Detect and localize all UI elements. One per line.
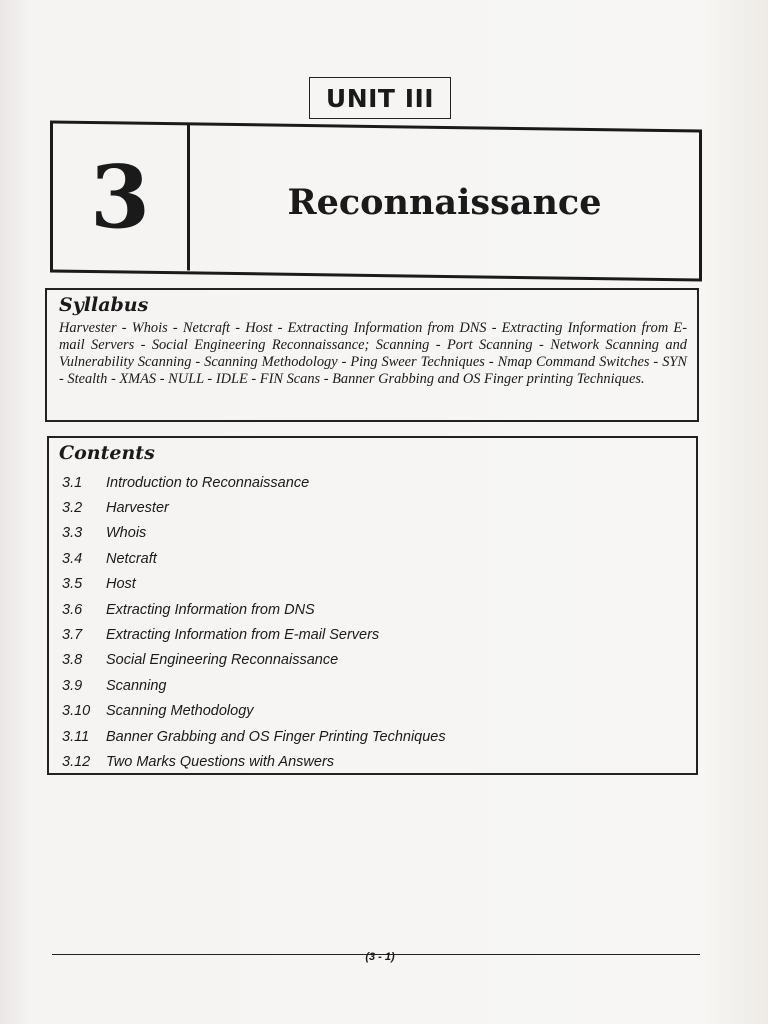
toc-item-number: 3.11 [62, 728, 90, 745]
toc-item-title: Host [106, 576, 136, 593]
toc-item-title: Extracting Information from E-mail Servers [106, 627, 380, 644]
toc-item-number: 3.9 [62, 677, 83, 694]
page-number: (3 - 1) [365, 951, 395, 963]
toc-item-number: 3.3 [62, 525, 83, 542]
chapter-title: Reconnaissance [287, 181, 602, 223]
toc-item [59, 597, 686, 622]
toc-item-title: Scanning Methodology [106, 703, 254, 720]
toc-item-title: Extracting Information from DNS [106, 601, 315, 618]
chapter-number: 3 [53, 124, 190, 270]
toc-item-number: 3.12 [62, 753, 91, 770]
syllabus-section [45, 288, 699, 422]
toc-item-title: Harvester [106, 500, 169, 517]
toc-item [59, 648, 686, 673]
toc-item [59, 572, 686, 597]
toc-item [59, 546, 686, 571]
chapter-header [50, 120, 702, 281]
toc-item-title: Scanning [106, 677, 167, 694]
contents-list [59, 470, 686, 775]
toc-item [59, 673, 686, 698]
toc-item-number: 3.1 [62, 474, 83, 491]
toc-item-number: 3.6 [62, 601, 83, 618]
toc-item [59, 699, 686, 724]
toc-item [59, 495, 686, 520]
toc-item-number: 3.2 [62, 500, 83, 517]
toc-item-number: 3.4 [62, 550, 83, 567]
toc-item-title: Whois [106, 525, 147, 542]
syllabus-heading: Syllabus [59, 294, 149, 316]
toc-item-title: Social Engineering Reconnaissance [106, 652, 339, 669]
contents-section [47, 436, 698, 775]
toc-item [59, 521, 686, 546]
toc-item [59, 749, 686, 774]
toc-item-number: 3.7 [62, 627, 83, 644]
toc-item-number: 3.5 [62, 576, 83, 593]
toc-item [59, 724, 686, 749]
toc-item-title: Banner Grabbing and OS Finger Printing Techniques [106, 728, 446, 745]
toc-item-title: Introduction to Reconnaissance [106, 474, 310, 491]
toc-item-title: Netcraft [106, 550, 157, 567]
toc-item [59, 470, 686, 495]
syllabus-text: Harvester - Whois - Netcraft - Host - Extracting Information from DNS - Extracting Information from E-mail Servers - Social Engineering Reconnaissance; Scanning - Port Scanning - Network Scanning and Vulnerability Scanning - Scanning Methodology - Ping Sweer Techniques - Nmap Command Switches - SYN - Stealth - XMAS - NULL - IDLE - FIN Scans - Banner Grabbing and OS Finger printing Techniques. [59, 320, 687, 387]
unit-label: UNIT III [309, 77, 451, 119]
toc-item-number: 3.8 [62, 652, 83, 669]
toc-item-title: Two Marks Questions with Answers [106, 753, 335, 770]
toc-item-number: 3.10 [62, 703, 91, 720]
toc-item [59, 622, 686, 647]
contents-heading: Contents [59, 442, 155, 464]
